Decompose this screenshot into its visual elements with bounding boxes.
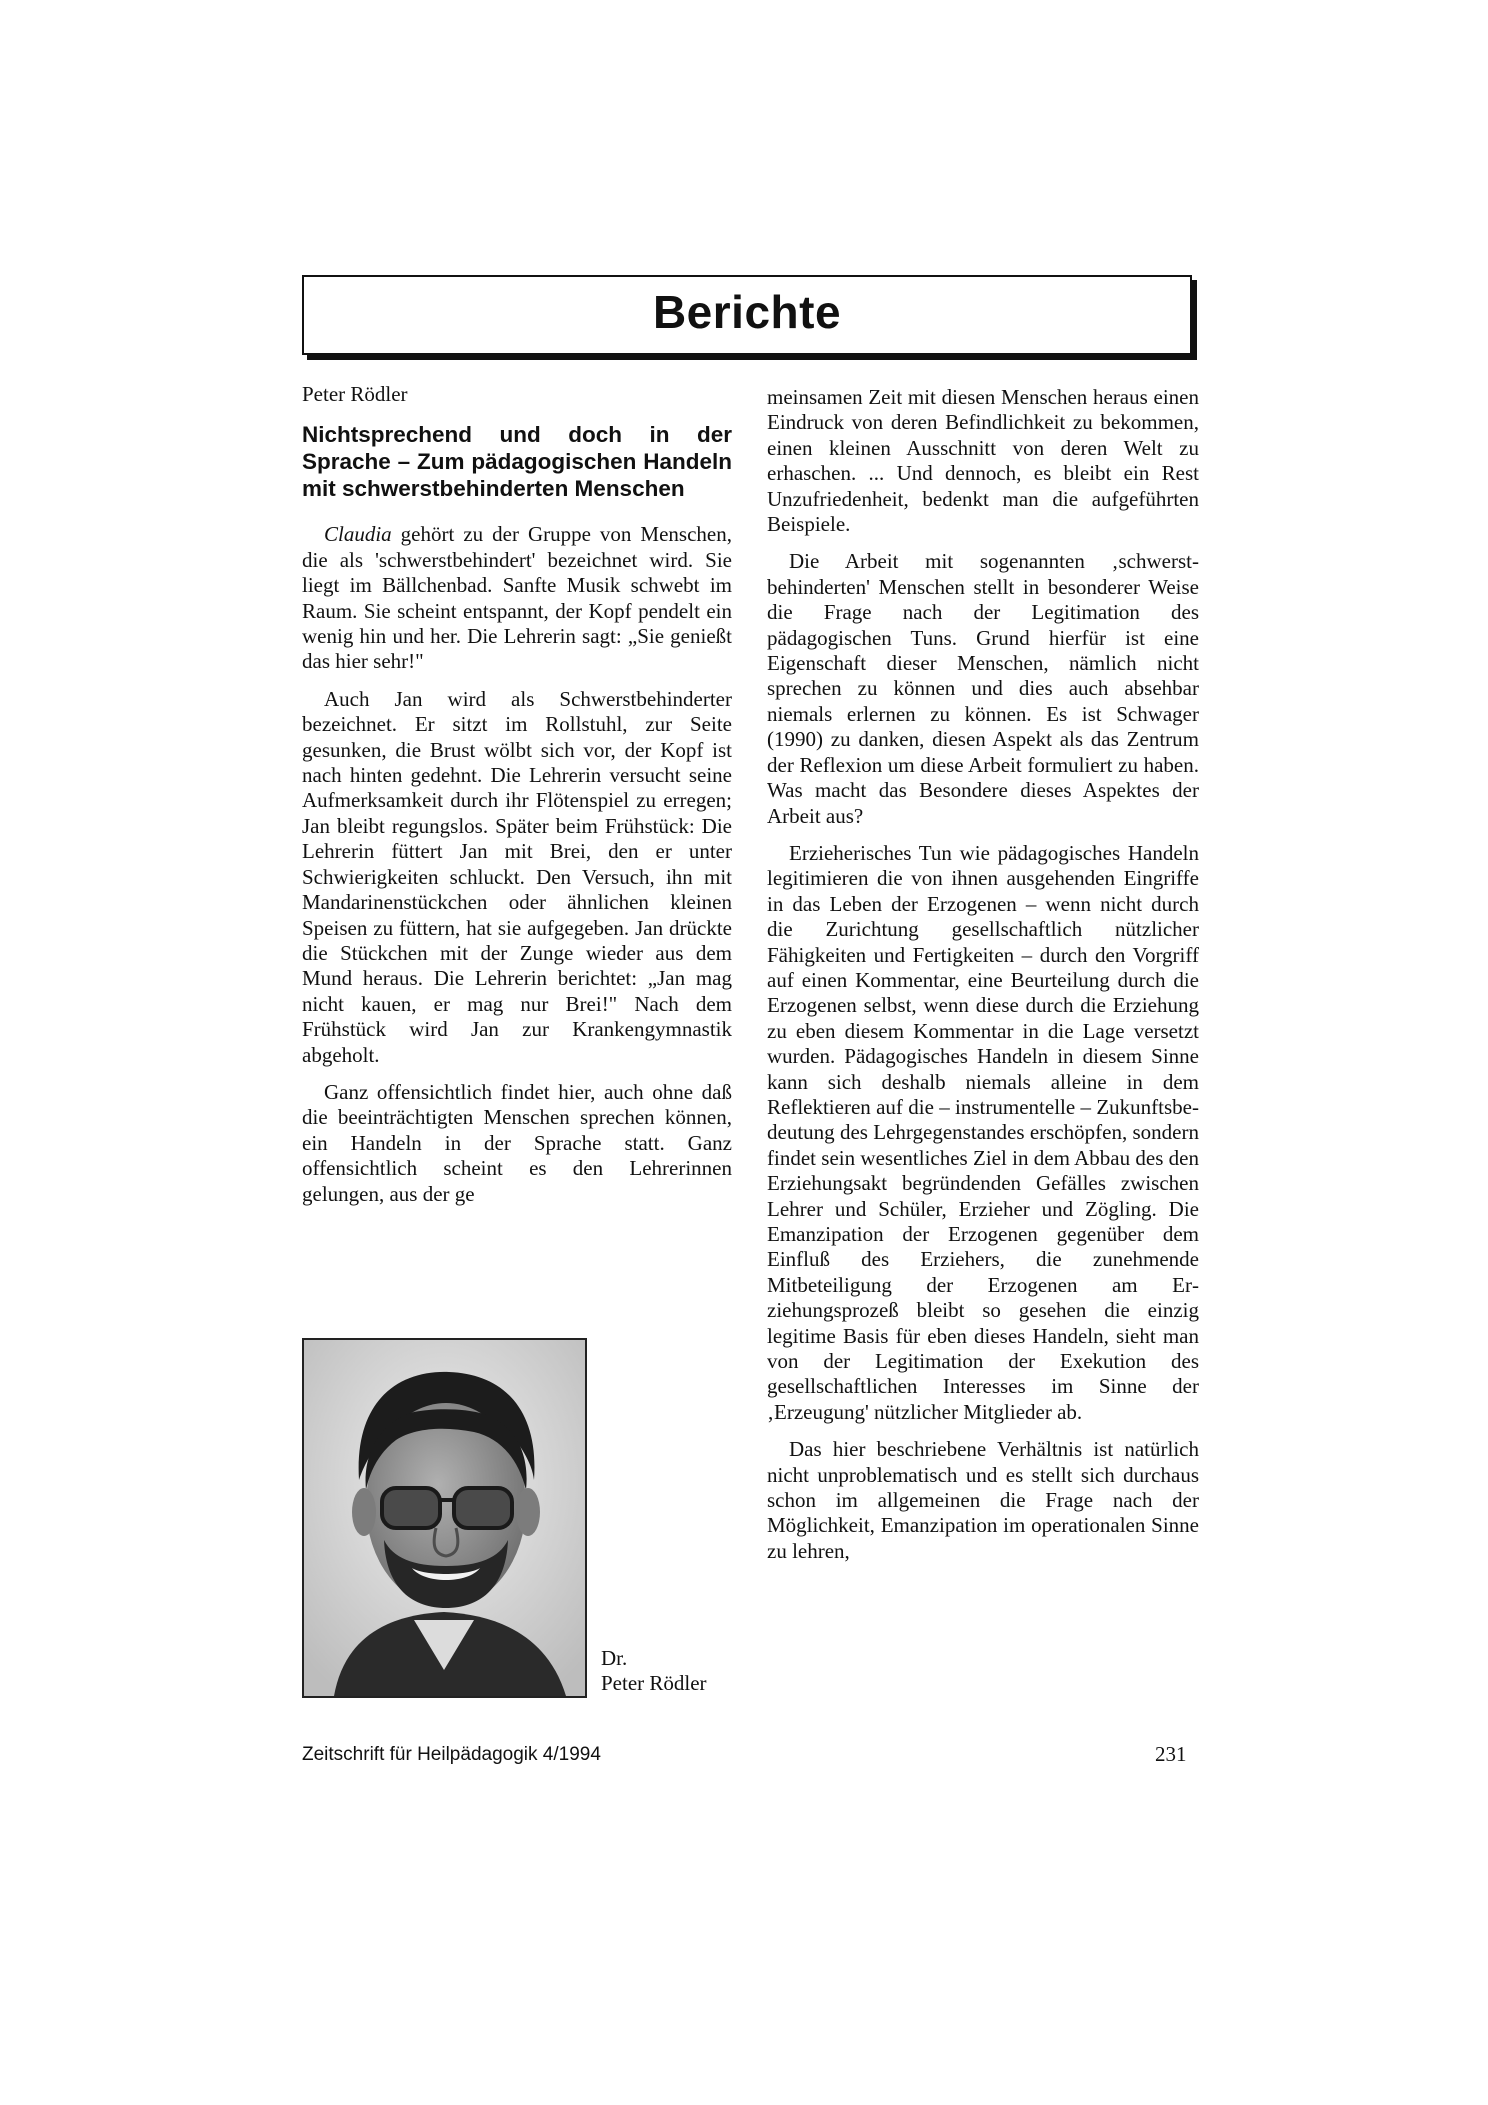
article-author: Peter Rödler bbox=[302, 382, 408, 406]
footer-journal: Zeitschrift für Heilpädagogik 4/1994 bbox=[302, 1744, 601, 1765]
article-title: Nichtsprechend und doch in der Sprache – Zum pädagogischen Handeln mit schwerstbehinderten Menschen bbox=[302, 422, 732, 502]
photo-caption-name: Peter Rödler bbox=[601, 1671, 707, 1695]
paragraph-3: Ganz offensichtlich findet hier, auch ohne daß die beeinträchtigten Menschen sprechen können, ein Handeln in der Sprache statt. Ganz offensichtlich scheint es den Lehrerinnen gelungen, aus der ge bbox=[302, 1079, 732, 1206]
author-portrait-image bbox=[304, 1340, 585, 1696]
left-column bbox=[302, 382, 732, 1219]
paragraph-2: Auch Jan wird als Schwerstbehinderter bezeichnet. Er sitzt im Rollstuhl, zur Seite gesunken, die Brust wölbt sich vor, der Kopf ist nach hinten gedehnt. Die Lehrerin versucht seine Aufmerksamkeit durch ihr Flötenspiel zu erregen; Jan bleibt regungslos. Später beim Frühstück: Die Lehrerin füttert Jan mit Brei, den er unter Schwierigkeiten schluckt. Den Versuch, ihn mit Mandarinenstückchen oder ähnlichen kleinen Speisen zu füttern, hat sie aufgegeben. Jan drückte die Stückchen mit der Zunge wieder aus dem Mund heraus. Die Lehrerin berichtet: „Jan mag nicht kauen, er mag nur Brei!" Nach dem Frühstück wird Jan zur Krankengymnastik abgeholt. bbox=[302, 686, 732, 1067]
section-header-box bbox=[302, 275, 1192, 355]
paragraph-4: meinsamen Zeit mit diesen Menschen heraus einen Eindruck von deren Befindlichkeit zu bekommen, einen kleinen Ausschnitt von deren Welt zu erhaschen. ... Und dennoch, es bleibt ein Rest Unzufriedenheit, bedenkt man die aufgeführten Beispiele. bbox=[767, 385, 1199, 537]
paragraph-7: Das hier beschriebene Verhältnis ist natürlich nicht unproblematisch und es stellt sich durchaus schon im allgemeinen die Frage nach der Möglichkeit, Emanzipation im operationalen Sinne zu lehren, bbox=[767, 1437, 1199, 1563]
paragraph-1-text: gehört zu der Gruppe von Menschen, die als 'schwerstbehindert' bezeichnet wird. Sie liegt im Bällchenbad. Sanfte Musik schwebt im Raum. Sie scheint entspannt, der Kopf pendelt ein wenig hin und her. Die Lehrerin sagt: „Sie genießt das hier sehr!" bbox=[302, 522, 732, 674]
paragraph-1 bbox=[302, 522, 732, 674]
paragraph-5: Die Arbeit mit sogenannten ‚schwerstbehinderten' Menschen stellt in besonderer Weise die Frage nach der Legitimation des pädagogischen Tuns. Grund hierfür ist eine Eigenschaft dieser Menschen, nämlich nicht sprechen zu können und dies auch absehbar niemals erlernen zu können. Es ist Schwager (1990) zu danken, diesen Aspekt als das Zentrum der Reflexion um diese Arbeit formuliert zu haben. Was macht das Besondere dieses Aspektes der Arbeit aus? bbox=[767, 549, 1199, 828]
photo-caption-title: Dr. bbox=[601, 1646, 628, 1670]
paragraph-6: Erzieherisches Tun wie pädagogisches Handeln legitimieren die von ihnen ausgehenden Eingriffe in das Leben der Erzogenen – wenn nicht durch die Zurichtung gesellschaftlich nützlicher Fähigkeiten und Fertigkeiten – durch den Vorgriff auf einen Kommentar, eine Beurteilung durch die Erzogenen selbst, wenn diese durch die Erziehung zu eben diesem Kommentar in die Lage versetzt wurden. Pädagogisches Handeln in diesem Sinne kann sich deshalb niemals alleine in dem Reflektieren auf die – instrumentelle – Zukunftsbedeutung des Lehrgegenstandes erschöpfen, sondern findet sein wesentliches Ziel in dem Abbau des den Erziehungsakt begründenden Gefälles zwischen Lehrer und Schüler, Erzieher und Zögling. Die Emanzipation der Erzogenen gegenüber dem Einfluß des Erziehers, die zunehmende Mitbeteiligung der Erzogenen am Erziehungsprozeß bleibt so gesehen die einzig legitime Basis für eben dieses Handeln, sieht man von der Legitimation der Exekution des gesellschaftlichen Interesses im Sinne der ‚Erzeugung' nützlicher Mitglieder ab. bbox=[767, 840, 1199, 1424]
paragraph-1-lead: Claudia bbox=[324, 522, 392, 547]
footer-page-number: 231 bbox=[1155, 1742, 1187, 1766]
author-photo bbox=[302, 1338, 587, 1698]
right-column bbox=[767, 385, 1199, 1576]
section-title: Berichte bbox=[652, 286, 842, 338]
photo-caption bbox=[601, 1646, 707, 1696]
